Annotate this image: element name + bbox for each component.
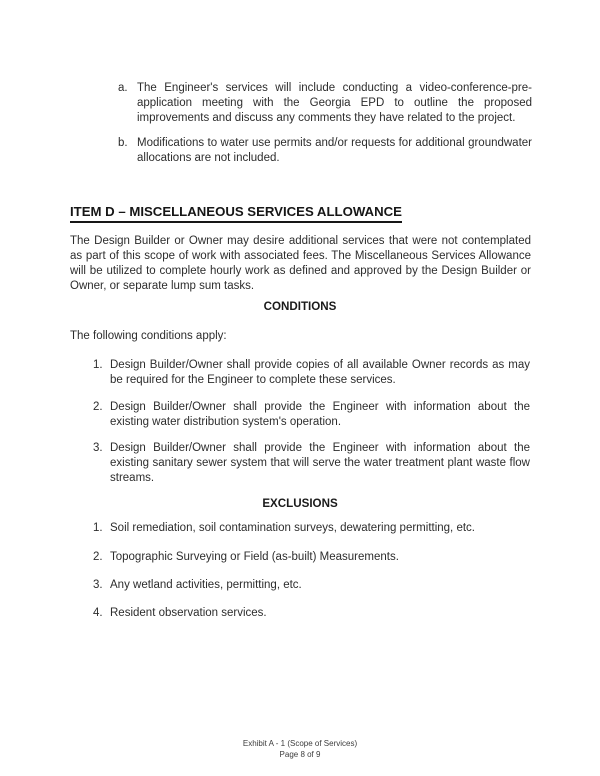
exclusion-item-3 [93,578,530,593]
list-marker: 3. [93,579,103,591]
exclusion-item-1-text: Soil remediation, soil contamination surveys, dewatering permitting, etc. [110,522,475,534]
list-marker: 2. [93,551,103,563]
condition-item-1-text: Design Builder/Owner shall provide copies of all available Owner records as may be required for the Engineer to complete these services. [110,359,530,386]
exclusion-item-2-text: Topographic Surveying or Field (as-built) Measurements. [110,551,399,563]
condition-item-3 [93,441,530,486]
footer-page-number: Page 8 of 9 [279,749,321,759]
exclusion-item-2 [93,550,530,565]
list-marker: 4. [93,607,103,619]
list-marker: 1. [93,522,103,534]
lettered-item-a-text: The Engineer's services will include conducting a video-conference-pre-application meeting with the Georgia EPD to outline the proposed improvements and discuss any comments they have related to the project. [137,82,532,124]
page-footer [0,739,600,760]
lettered-item-a [118,81,532,126]
list-marker: a. [118,82,128,94]
condition-item-2-text: Design Builder/Owner shall provide the Engineer with information about the existing water distribution system's operation. [110,401,530,428]
conditions-intro: The following conditions apply: [70,330,227,342]
exclusion-item-1 [93,521,530,536]
item-d-paragraph: The Design Builder or Owner may desire additional services that were not contemplated as part of this scope of work with associated fees. The Miscellaneous Services Allowance will be utilized to complete hourly work as defined and approved by the Design Builder or Owner, or separate lump sum tasks. [70,235,531,292]
list-marker: 3. [93,442,103,454]
lettered-item-b [118,136,532,166]
condition-item-2 [93,400,530,430]
list-marker: 1. [93,359,103,371]
list-marker: b. [118,137,128,149]
lettered-item-b-text: Modifications to water use permits and/or requests for additional groundwater allocations are not included. [137,137,532,164]
condition-item-3-text: Design Builder/Owner shall provide the Engineer with information about the existing sanitary sewer system that will serve the water treatment plant waste flow streams. [110,442,530,484]
section-heading-item-d: ITEM D – MISCELLANEOUS SERVICES ALLOWANCE [70,204,402,223]
exclusions-heading: EXCLUSIONS [262,497,338,510]
footer-exhibit-label: Exhibit A - 1 (Scope of Services) [242,739,358,748]
list-marker: 2. [93,401,103,413]
condition-item-1 [93,358,530,388]
exclusion-item-3-text: Any wetland activities, permitting, etc. [110,579,302,591]
conditions-heading: CONDITIONS [263,300,337,313]
exclusion-item-4 [93,606,530,621]
exclusion-item-4-text: Resident observation services. [110,607,267,619]
